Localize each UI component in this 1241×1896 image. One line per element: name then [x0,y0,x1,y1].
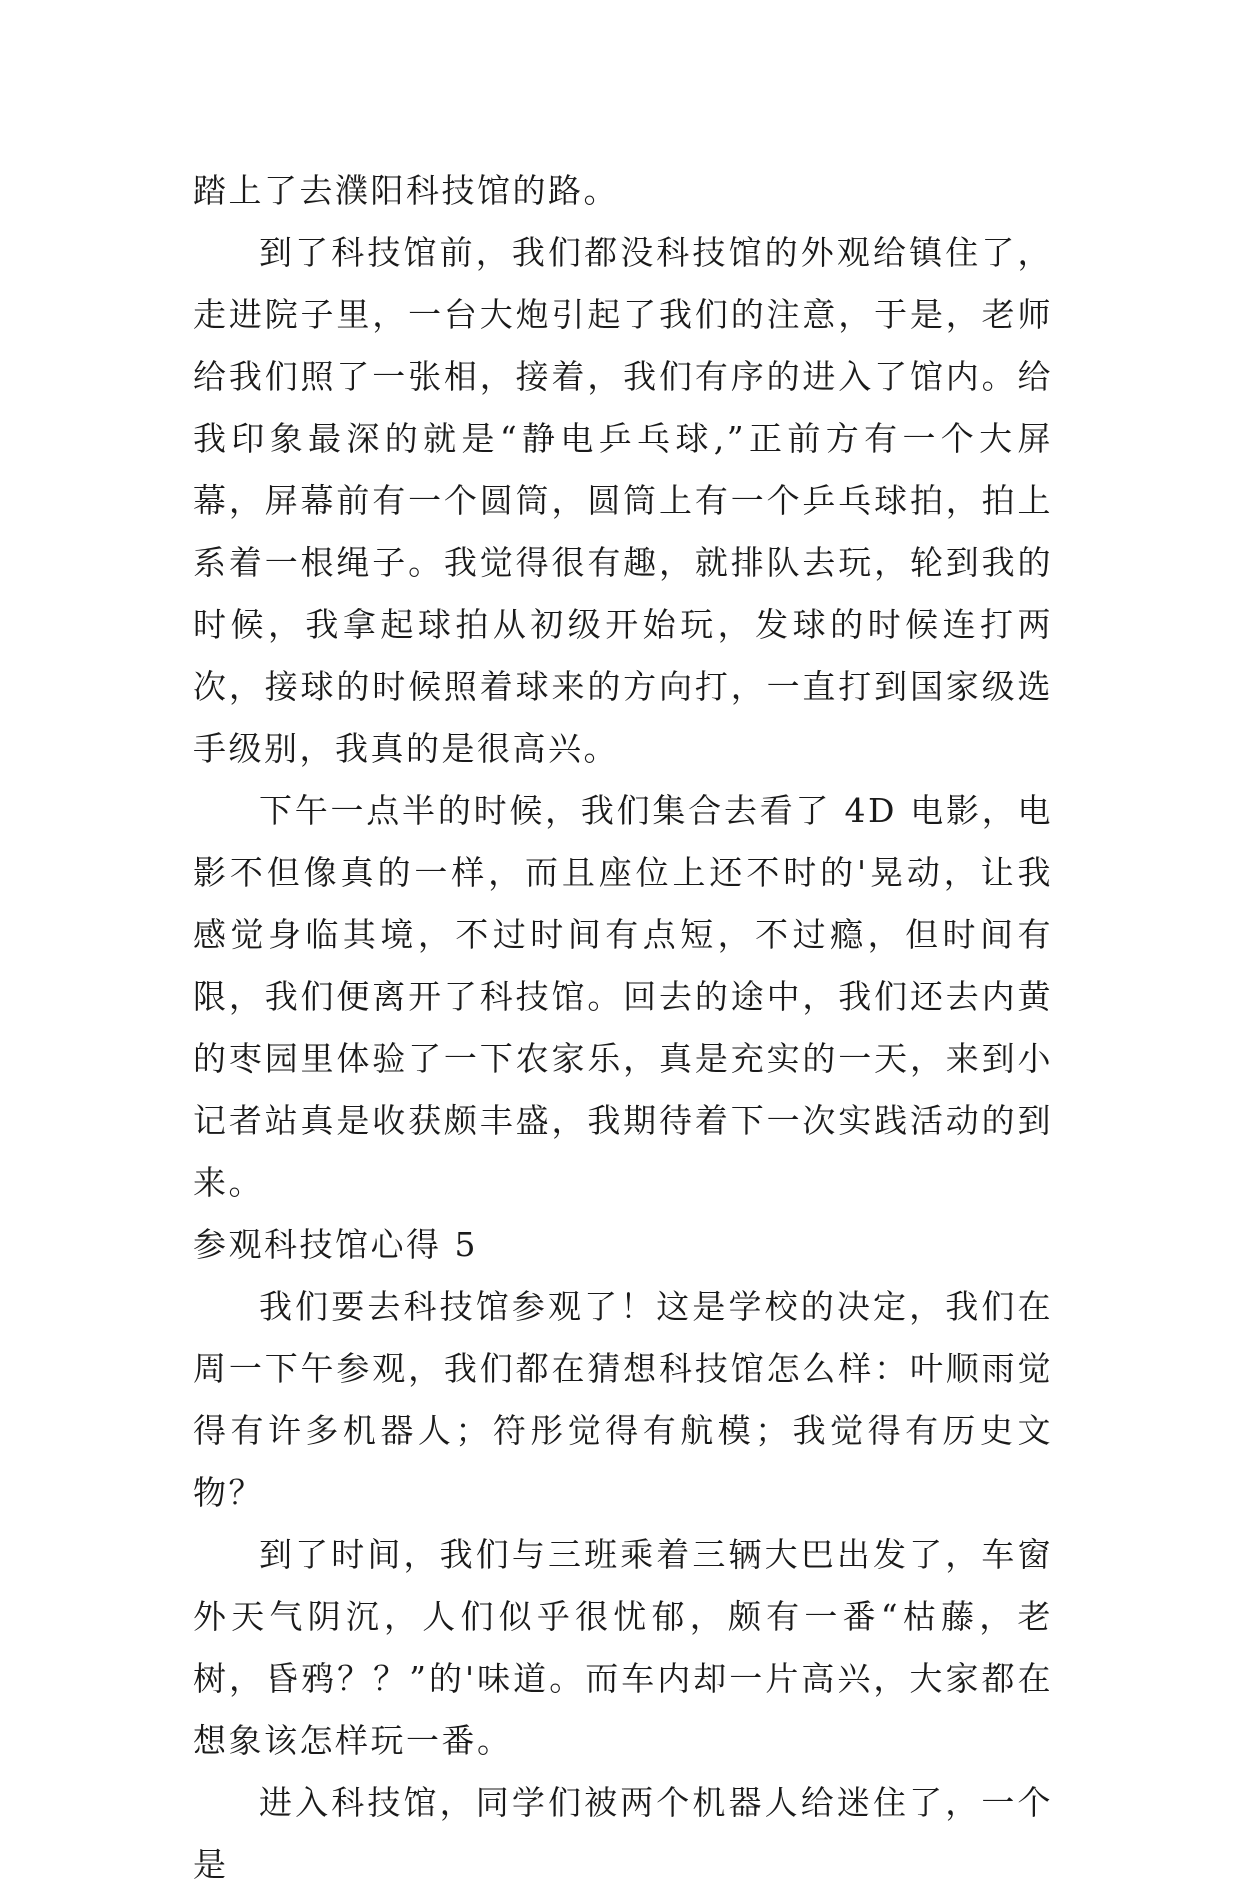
section-heading: 参观科技馆心得 5 [193,1225,478,1264]
paragraph-departure: 到了时间，我们与三班乘着三辆大巴出发了，车窗外天气阴沉，人们似乎很忧郁，颇有一番“枯藤，老树，昏鸦？？”的'味道。而车内却一片高兴，大家都在想象该怎样玩一番。 [193,1535,1053,1760]
paragraph-afternoon: 下午一点半的时候，我们集合去看了 4D 电影，电影不但像真的一样，而且座位上还不时的'晃动，让我感觉身临其境，不过时间有点短，不过瘾，但时间有限，我们便离开了科技馆。回去的途中，我们还去内黄的枣园里体验了一下农家乐，真是充实的一天，来到小记者站真是收获颇丰盛，我期待着下一次实践活动的到来。 [193,791,1053,1202]
paragraph-arrival: 到了科技馆前，我们都没科技馆的外观给镇住了，走进院子里，一台大炮引起了我们的注意，于是，老师给我们照了一张相，接着，我们有序的进入了馆内。给我印象最深的就是“静电乒乓球,”正前方有一个大屏幕，屏幕前有一个圆筒，圆筒上有一个乒乓球拍，拍上系着一根绳子。我觉得很有趣，就排队去玩，轮到我的时候，我拿起球拍从初级开始玩，发球的时候连打两次，接球的时候照着球来的方向打，一直打到国家级选手级别，我真的是很高兴。 [193,233,1053,768]
paragraph-entrance: 进入科技馆，同学们被两个机器人给迷住了，一个是 [193,1783,1053,1884]
paragraph-continuation: 踏上了去濮阳科技馆的路。 [193,171,619,210]
document-body [193,160,1053,1896]
paragraph-visit-plan: 我们要去科技馆参观了！这是学校的决定，我们在周一下午参观，我们都在猜想科技馆怎么样：叶顺雨觉得有许多机器人；符彤觉得有航模；我觉得有历史文物？ [193,1287,1053,1512]
